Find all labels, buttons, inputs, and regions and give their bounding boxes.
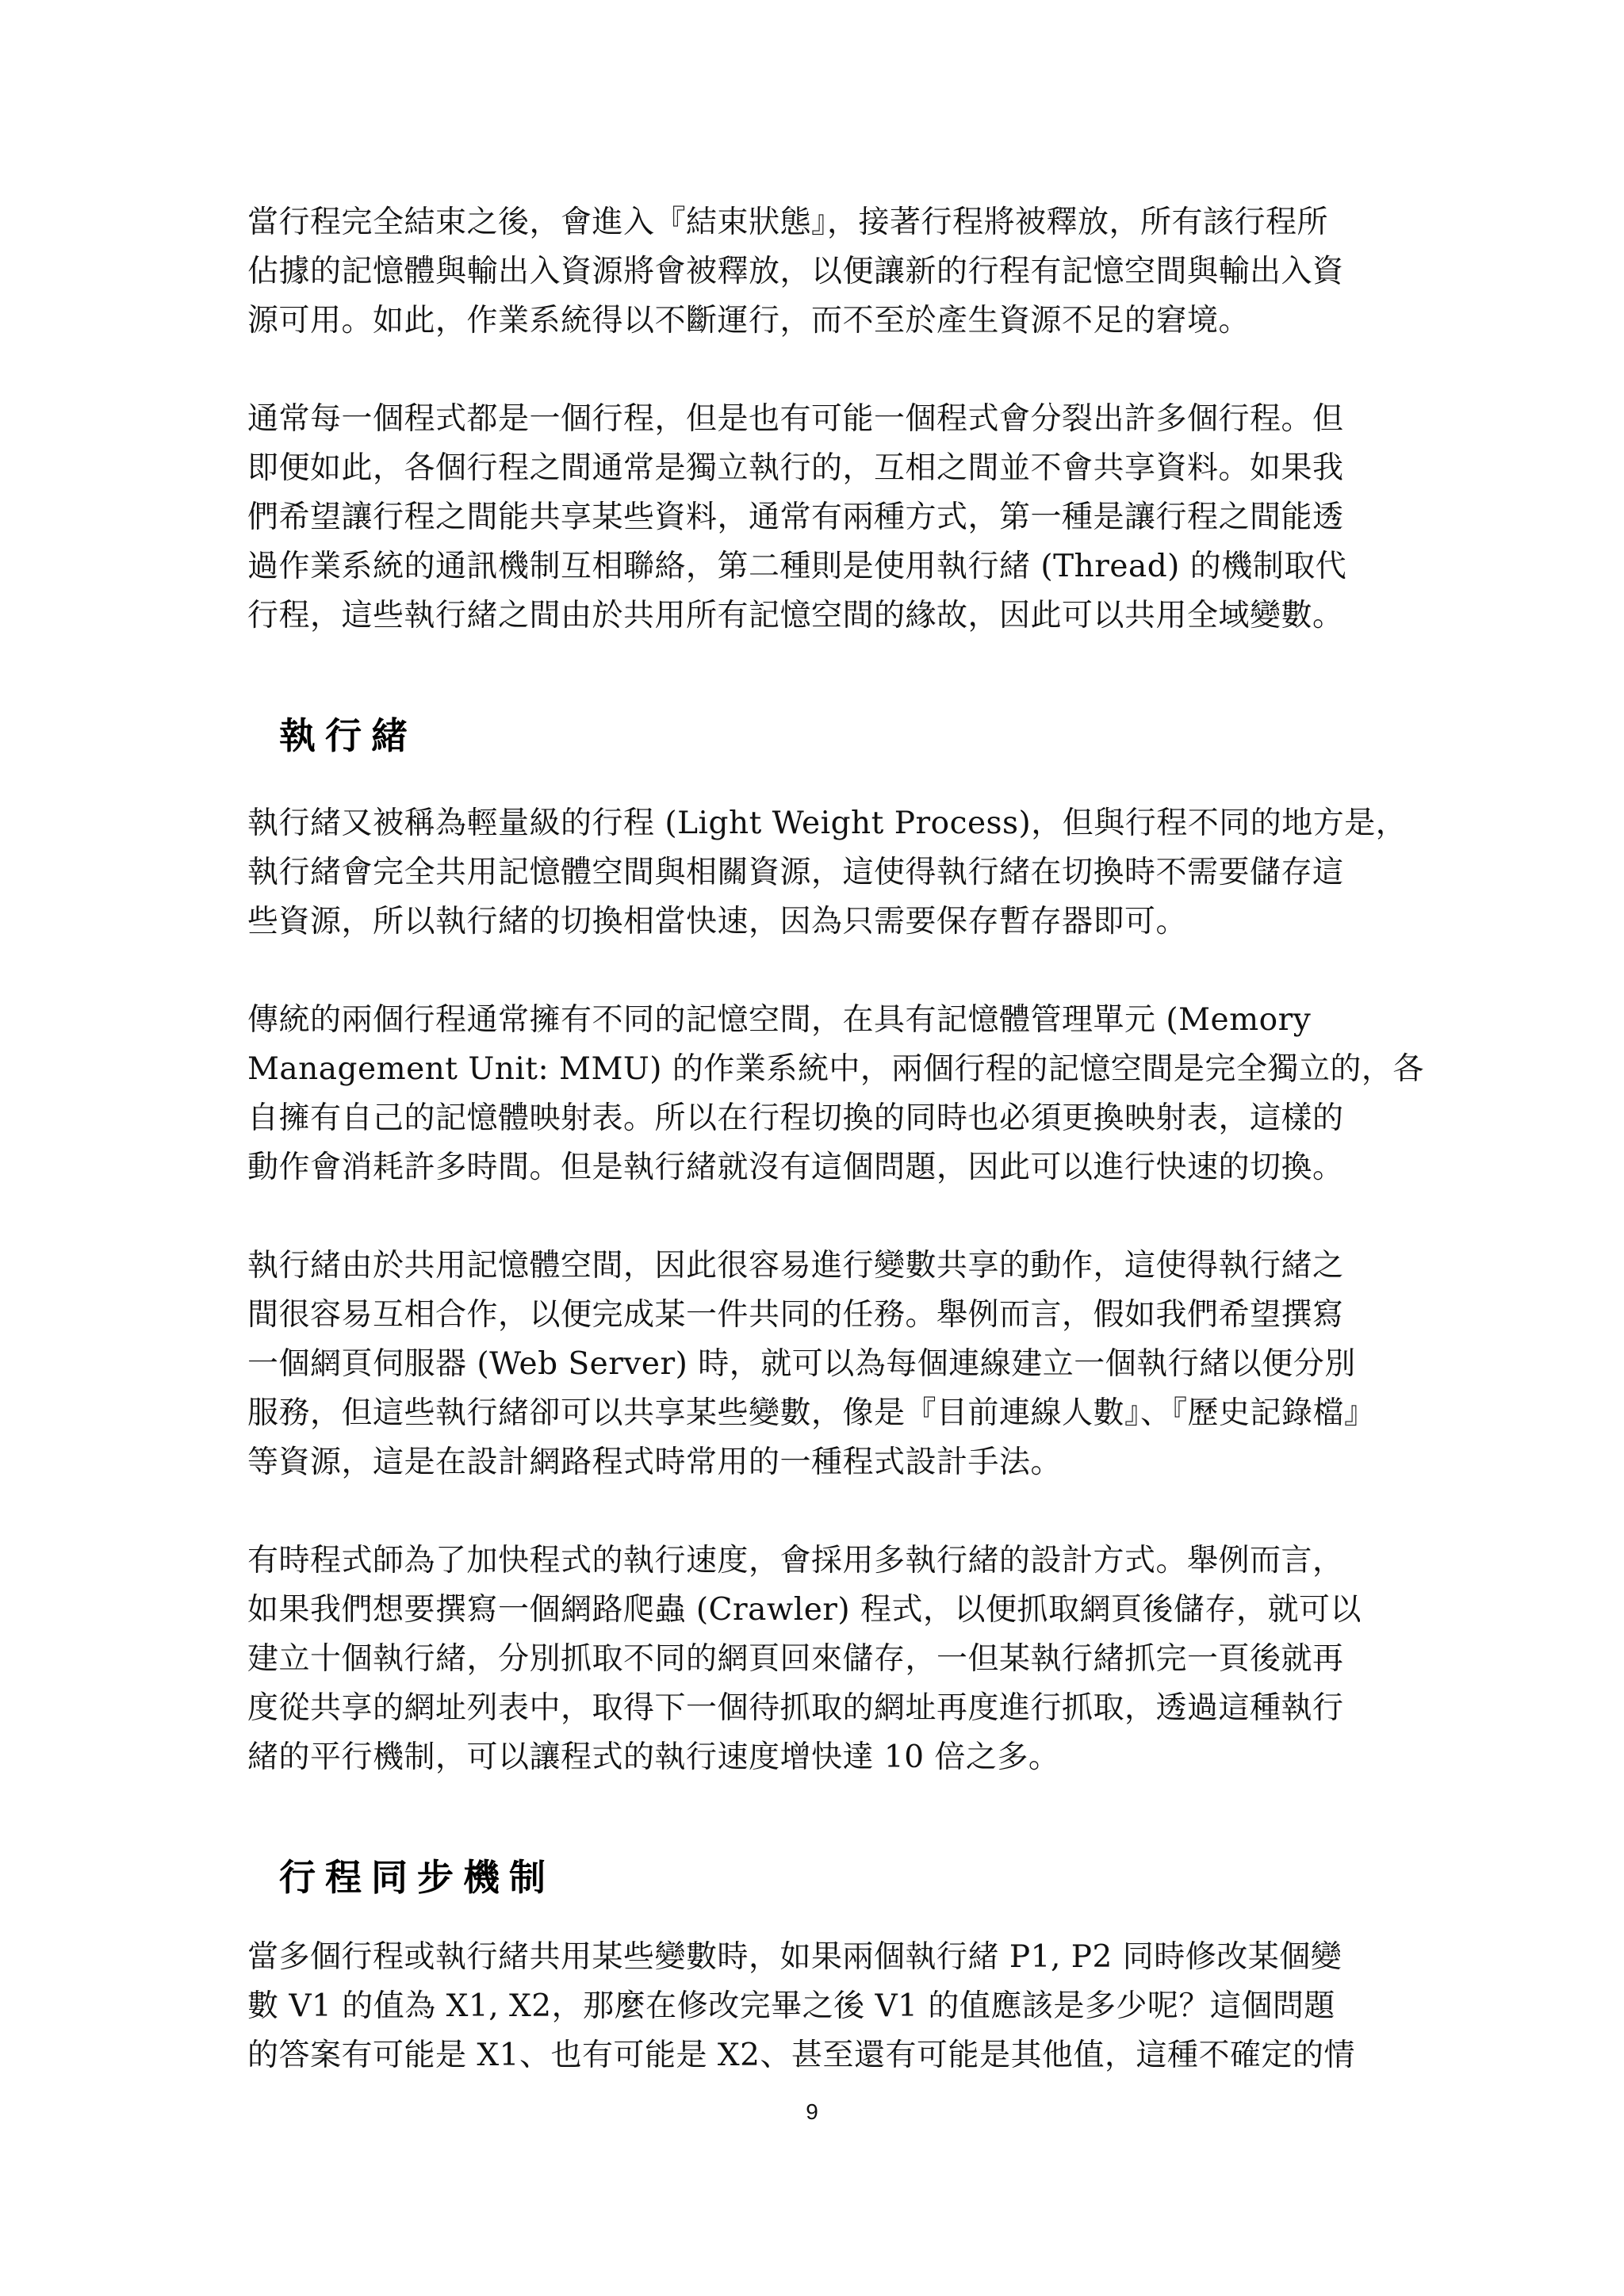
section-heading-thread: 執行緒 xyxy=(279,714,417,757)
page-number: 9 xyxy=(806,2099,818,2124)
text-line: 有時程式師為了加快程式的執行速度，會採用多執行緒的設計方式。舉例而言， xyxy=(247,1543,1344,1578)
text-line: 自擁有自己的記憶體映射表。所以在行程切換的同時也必須更換映射表，這樣的 xyxy=(247,1100,1344,1136)
text-line: 執行緒又被稱為輕量級的行程 (Light Weight Process)，但與行程不同的地方是， xyxy=(247,806,1408,841)
text-line: 緒的平行機制，可以讓程式的執行速度增快達 10 倍之多。 xyxy=(247,1739,1060,1775)
text-line: 建立十個執行緒，分別抓取不同的網頁回來儲存，一但某執行緒抓完一頁後就再 xyxy=(247,1641,1344,1677)
text-line: 即便如此，各個行程之間通常是獨立執行的，互相之間並不會共享資料。如果我 xyxy=(247,450,1344,486)
text-line: 間很容易互相合作，以便完成某一件共同的任務。舉例而言，假如我們希望撰寫 xyxy=(247,1297,1344,1333)
text-line: 通常每一個程式都是一個行程，但是也有可能一個程式會分裂出許多個行程。但 xyxy=(247,401,1344,437)
text-line: 們希望讓行程之間能共享某些資料，通常有兩種方式，第一種是讓行程之間能透 xyxy=(247,499,1344,535)
text-line: 數 V1 的值為 X1, X2，那麼在修改完畢之後 V1 的值應該是多少呢？這個問題 xyxy=(247,1988,1335,2024)
paragraph-process-termination xyxy=(247,198,1389,346)
text-line: 的答案有可能是 X1、也有可能是 X2、甚至還有可能是其他值，這種不確定的情 xyxy=(247,2038,1355,2073)
text-line: 傳統的兩個行程通常擁有不同的記憶空間，在具有記憶體管理單元 (Memory xyxy=(247,1002,1312,1038)
text-line: 度從共享的網址列表中，取得下一個待抓取的網址再度進行抓取，透過這種執行 xyxy=(247,1690,1344,1726)
text-line: 動作會消耗許多時間。但是執行緒就沒有這個問題，因此可以進行快速的切換。 xyxy=(247,1150,1344,1185)
text-line: 佔據的記憶體與輸出入資源將會被釋放，以便讓新的行程有記憶空間與輸出入資 xyxy=(247,254,1344,289)
paragraph-process-sharing xyxy=(247,395,1389,641)
text-line: 當行程完全結束之後，會進入『結束狀態』，接著行程將被釋放，所有該行程所 xyxy=(247,205,1329,240)
paragraph-web-server xyxy=(247,1242,1389,1487)
text-line: 執行緒會完全共用記憶體空間與相關資源，這使得執行緒在切換時不需要儲存這 xyxy=(247,855,1344,890)
text-line: 行程，這些執行緒之間由於共用所有記憶空間的緣故，因此可以共用全域變數。 xyxy=(247,598,1344,633)
text-line: 些資源，所以執行緒的切換相當快速，因為只需要保存暫存器即可。 xyxy=(247,904,1188,939)
text-line: 一個網頁伺服器 (Web Server) 時，就可以為每個連線建立一個執行緒以便分別 xyxy=(247,1346,1356,1382)
paragraph-mmu xyxy=(247,996,1424,1192)
paragraph-race-condition xyxy=(247,1933,1389,2080)
paragraph-crawler xyxy=(247,1536,1389,1782)
text-line: 如果我們想要撰寫一個網路爬蟲 (Crawler) 程式，以便抓取網頁後儲存，就可以 xyxy=(247,1592,1362,1628)
text-line: 當多個行程或執行緒共用某些變數時，如果兩個執行緒 P1, P2 同時修改某個變 xyxy=(247,1939,1342,1975)
text-line: 過作業系統的通訊機制互相聯絡，第二種則是使用執行緒 (Thread) 的機制取代 xyxy=(247,549,1347,584)
text-line: 等資源，這是在設計網路程式時常用的一種程式設計手法。 xyxy=(247,1445,1063,1480)
text-line: Management Unit: MMU) 的作業系統中，兩個行程的記憶空間是完全獨立的，各 xyxy=(247,1051,1424,1087)
text-line: 源可用。如此，作業系統得以不斷運行，而不至於產生資源不足的窘境。 xyxy=(247,303,1251,339)
text-line: 服務，但這些執行緒卻可以共享某些變數，像是『目前連線人數』、『歷史記錄檔』 xyxy=(247,1395,1376,1431)
section-heading-process-synchronization: 行程同步機制 xyxy=(279,1856,555,1899)
paragraph-thread-definition xyxy=(247,799,1408,947)
text-line: 執行緒由於共用記憶體空間，因此很容易進行變數共享的動作，這使得執行緒之 xyxy=(247,1248,1344,1284)
